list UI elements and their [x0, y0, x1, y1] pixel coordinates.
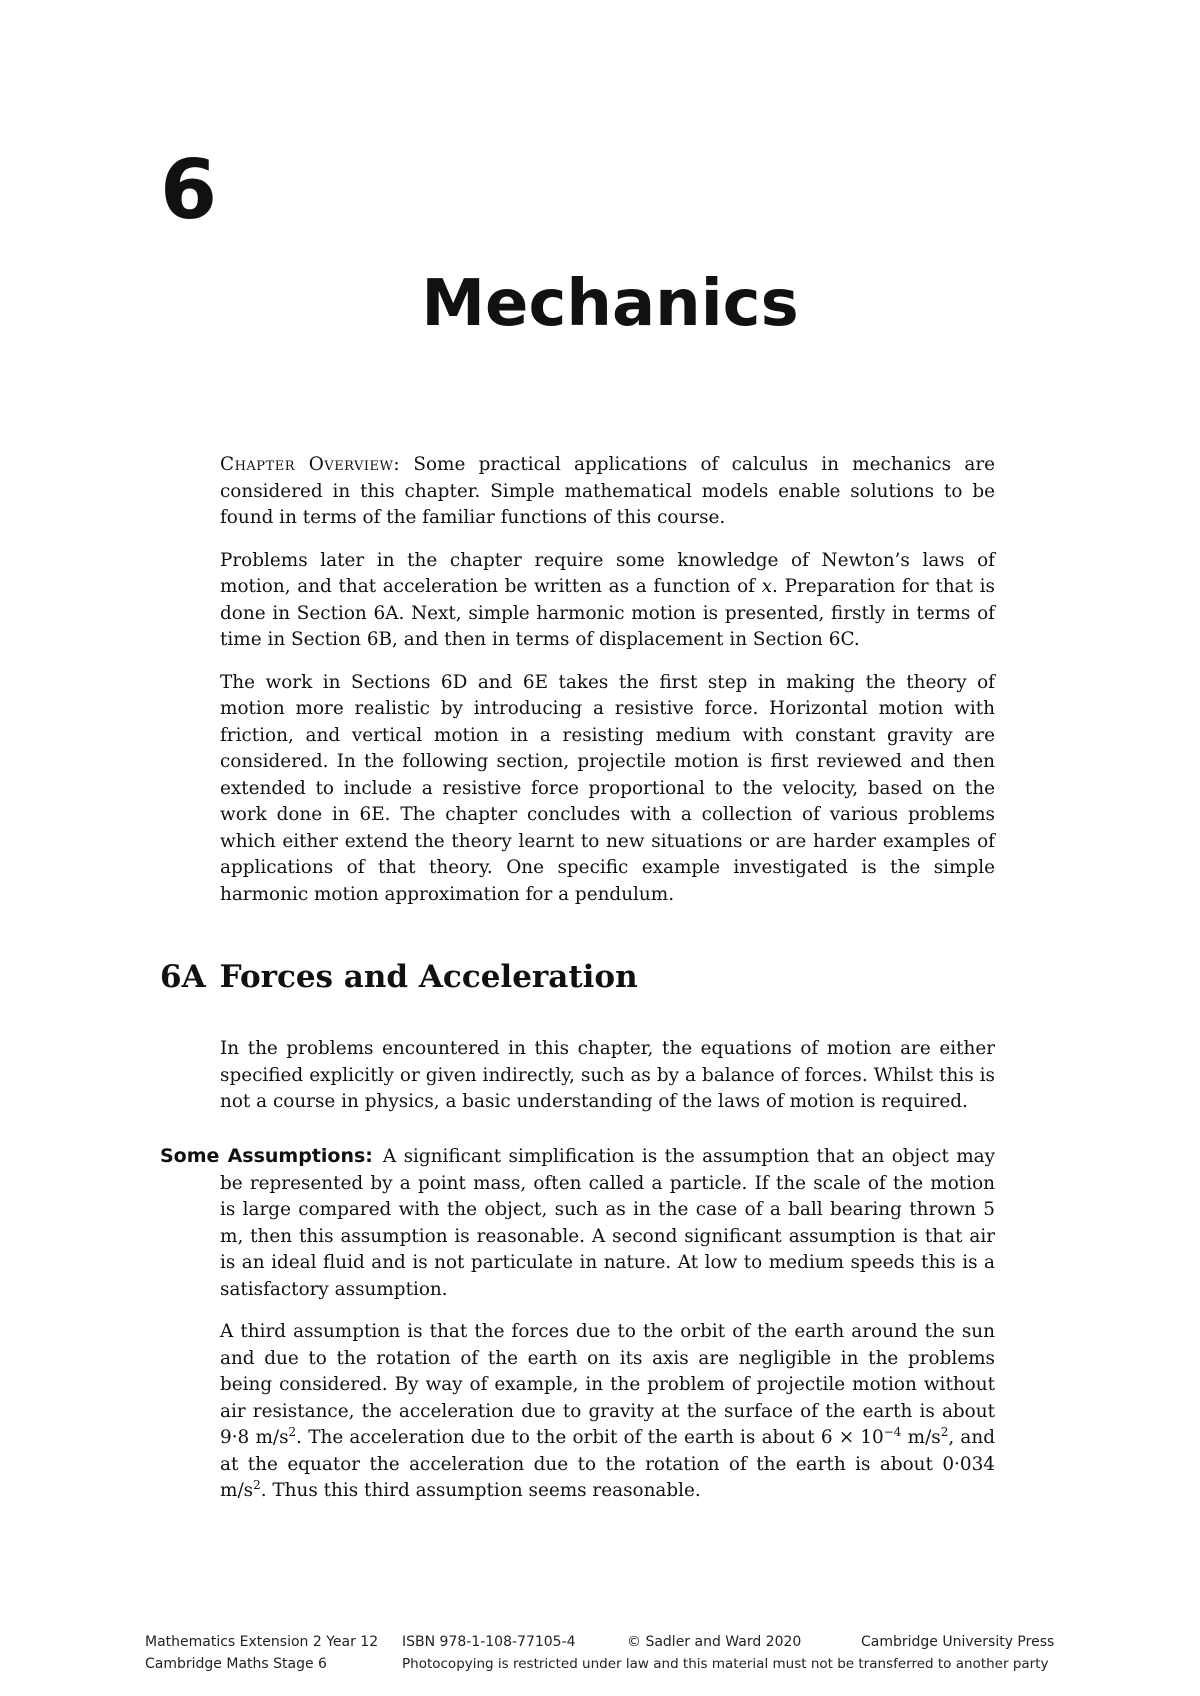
- assumptions-text-2d: , and at the equator the acceleration due to the rotation of the earth is about 0·034 m/s: [220, 1427, 996, 1501]
- assumptions-text-2e: . Thus this third assumption seems reasonable.: [260, 1480, 701, 1501]
- assumptions-label: Some Assumptions:: [160, 1145, 373, 1167]
- footer-series: Cambridge Maths Stage 6: [145, 1656, 327, 1672]
- math-variable-x: x: [761, 576, 773, 597]
- overview-paragraph-1: [220, 452, 995, 532]
- assumptions-paragraph-2: [220, 1319, 995, 1505]
- chapter-title: Mechanics: [421, 267, 799, 341]
- assumptions-text-1: A significant simplification is the assumption that an object may be represented by a point mass, often called a particle. If the scale of the motion is large compared with the object, such as in the case of a ball bearing thrown 5 m, then this assumption is reasonable. A second significant assumption is that air is an ideal fluid and is not particulate in nature. At low to medium speeds this is a satisfactory assumption.: [220, 1146, 995, 1300]
- assumptions-paragraph-1: [160, 1143, 995, 1303]
- assumptions-text-2a: A third assumption is that the forces due to the orbit of the earth around the sun and due to the rotation of the earth on its axis are negligible in the problems being considered. By way of example, in the problem of projectile motion without air resistance, the acceleration due to gravity at the surface of the earth is about 9·8 m/s: [220, 1321, 995, 1448]
- exponent: 2: [288, 1425, 297, 1439]
- section-intro: In the problems encountered in this chapter, the equations of motion are either specified explicitly or given indirectly, such as by a balance of forces. Whilst this is not a course in physics, a basic understanding of the laws of motion is required.: [220, 1038, 995, 1112]
- chapter-overview: [220, 452, 995, 924]
- overview-text-2a: Problems later in the chapter require some knowledge of Newton’s laws of motion, and that acceleration be written as a function of: [220, 549, 995, 597]
- assumptions-block: [160, 1143, 995, 1521]
- assumptions-text-2b: . The acceleration due to the orbit of the earth is about 6 × 10: [296, 1427, 884, 1448]
- footer-row-1: [145, 1632, 1095, 1654]
- overview-paragraph-3: The work in Sections 6D and 6E takes the first step in making the theory of motion more realistic by introducing a resistive force. Horizontal motion with friction, and vertical motion in a resisting medium with constant gravity are considered. In the following section, projectile motion is first reviewed and then extended to include a resistive force proportional to the velocity, based on the work done in 6E. The chapter concludes with a collection of various problems which either extend the theory learnt to new situations or are harder examples of applications of that theory. One specific example investigated is the simple harmonic motion approximation for a pendulum.: [220, 671, 995, 905]
- overview-paragraph-2: [220, 548, 995, 654]
- section-intro-block: [220, 1036, 995, 1132]
- overview-text-2b: . Preparation for that is done in Section 6A. Next, simple harmonic motion is presented, firstly in terms of time in Section 6B, and then in terms of displacement in Section 6C.: [220, 576, 995, 650]
- footer-notice: Photocopying is restricted under law and this material must not be transferred to another party: [402, 1656, 1049, 1672]
- footer-book-title: Mathematics Extension 2 Year 12: [145, 1634, 379, 1650]
- exponent: 2: [940, 1425, 949, 1439]
- chapter-number: 6: [160, 143, 218, 238]
- exponent: −4: [883, 1425, 902, 1439]
- overview-label: Chapter Overview:: [220, 454, 401, 475]
- section-title: Forces and Acceleration: [219, 959, 638, 995]
- section-heading: [160, 959, 638, 995]
- exponent: 2: [253, 1478, 261, 1492]
- overview-text-1: Some practical applications of calculus in mechanics are considered in this chapter. Simple mathematical models enable solutions to be found in terms of the familiar functions of this course.: [220, 454, 995, 528]
- section-number: 6A: [160, 959, 206, 995]
- page-footer: [145, 1632, 1095, 1676]
- footer-publisher: Cambridge University Press: [861, 1634, 1055, 1650]
- footer-row-2: [145, 1654, 1095, 1676]
- footer-copyright: © Sadler and Ward 2020: [627, 1634, 802, 1650]
- footer-isbn: ISBN 978-1-108-77105-4: [402, 1634, 576, 1650]
- assumptions-text-2c: m/s: [901, 1427, 941, 1448]
